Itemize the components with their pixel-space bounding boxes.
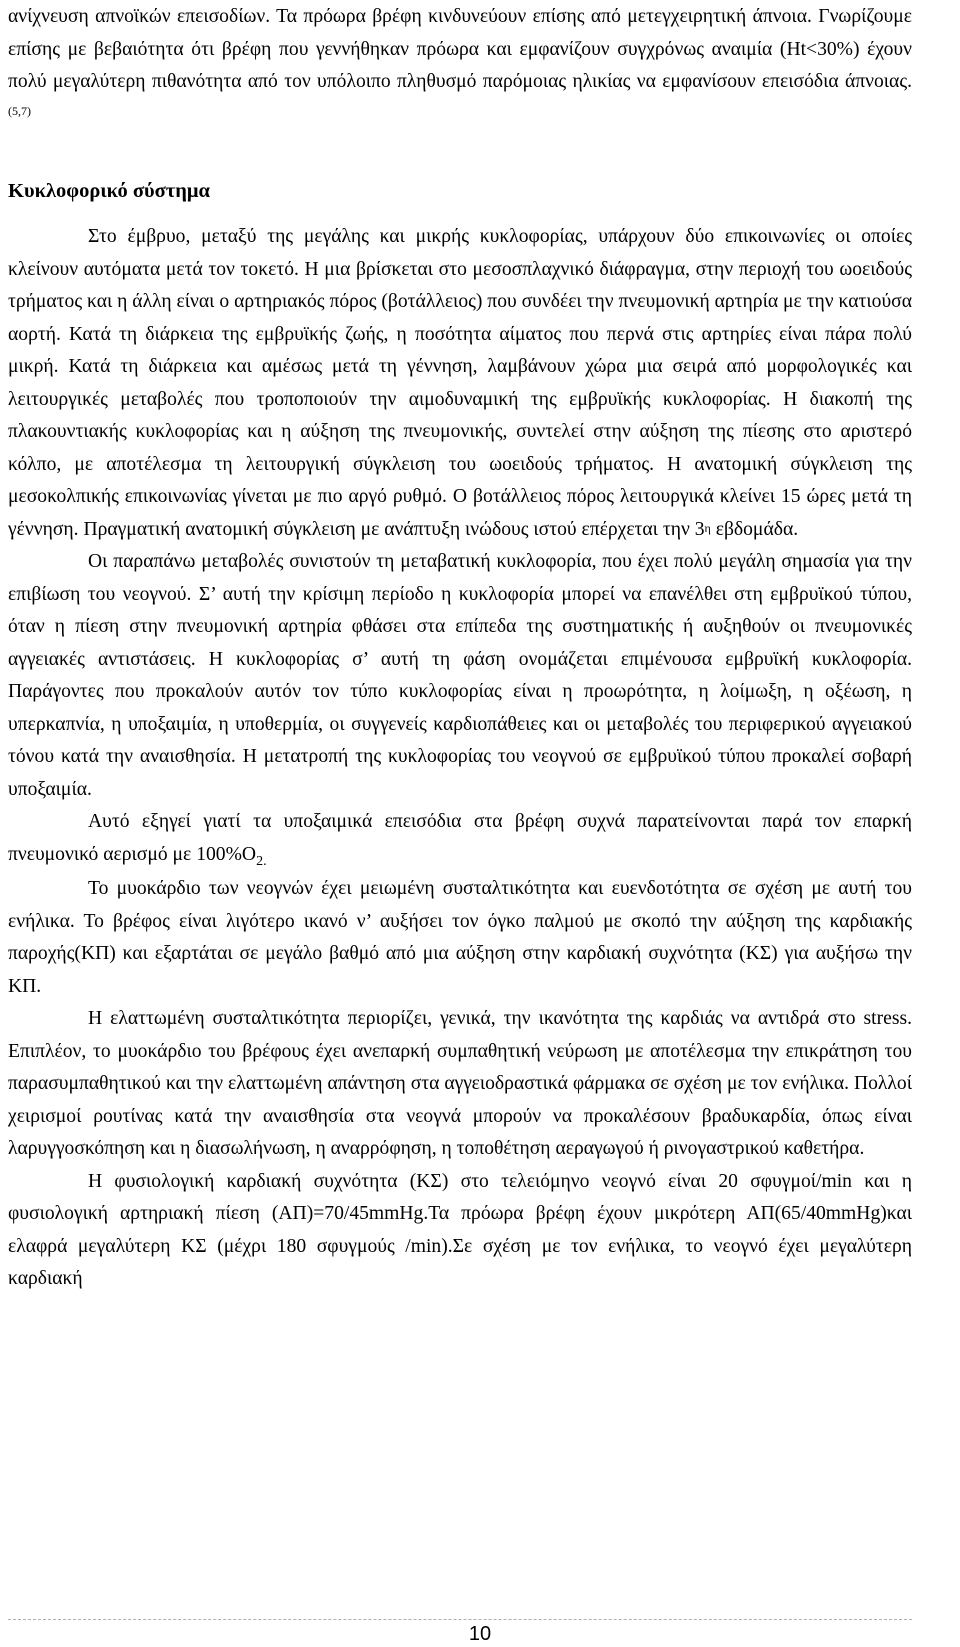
paragraph-circulation xyxy=(8,221,912,546)
page-number: 10 xyxy=(468,1623,492,1645)
subscript-2: 2. xyxy=(256,853,267,869)
paragraph-hypoxemia xyxy=(8,806,912,873)
paragraph-tail: εβδομάδα. xyxy=(710,518,799,540)
section-heading: Κυκλοφορικό σύστημα xyxy=(8,180,210,202)
paragraph-text: Αυτό εξηγεί γιατί τα υποξαιμικά επεισόδια στα βρέφη συχνά παρατείνονται παρά τον επαρκή πνευμονικό αερισμό με 100%O xyxy=(8,811,912,865)
document-page xyxy=(8,0,912,1296)
reference-superscript: (5,7) xyxy=(8,103,31,118)
footer-divider xyxy=(8,1619,912,1621)
paragraph-contractility: Η ελαττωμένη συσταλτικότητα περιορίζει, γενικά, την ικανότητα της καρδιάς να αντιδρά στο stress. Επιπλέον, το μυοκάρδιο του βρέφους έχει ανεπαρκή συμπαθητική νεύρωση με αποτέλεσμα την επικράτηση του παρασυμπαθητικού και την ελαττωμένη απάντηση στα αγγειοδραστικά φάρμακα σε σχέση με τον ενήλικα. Πολλοί χειρισμοί ρουτίνας κατά την αναισθησία στα νεογνά μπορούν να προκαλέσουν βραδυκαρδία, όπως είναι λαρυγγοσκόπηση και η διασωλήνωση, η αναρρόφηση, η τοποθέτηση αεραγωγού ή ρινογαστρικού καθετήρα. xyxy=(8,1008,912,1159)
paragraph-text: Στο έμβρυο, μεταξύ της μεγάλης και μικρής κυκλοφορίας, υπάρχουν δύο επικοινωνίες οι οποίες κλείνουν αυτόματα μετά τον τοκετό. Η μια βρίσκεται στο μεσοσπλαχνικό διάφραγμα, στην περιοχή του ωοειδούς τρήματος και η άλλη είναι ο αρτηριακός πόρος (βοτάλλειος) που συνδέει την πνευμονική αρτηρία με την κατιούσα αορτή. Κατά τη διάρκεια της εμβρυϊκής ζωής, η ποσότητα αίματος που περνά στις αρτηρίες είναι πάρα πολύ μικρή. Κατά τη διάρκεια και αμέσως μετά τη γέννηση, λαμβάνουν χώρα μια σειρά από μορφολογικές και λειτουργικές μεταβολές που τροποποιούν την αιμοδυναμική της εμβρυϊκής κυκλοφορίας. Η διακοπή της πλακουντιακής κυκλοφορίας και η αύξηση της πνευμονικής, συντελεί στην αύξηση της πίεσης στο αριστερό κόλπο, με αποτέλεσμα τη λειτουργική σύγκλειση του ωοειδούς τρήματος. Η ανατομική σύγκλειση της μεσοκολπικής επικοινωνίας γίνεται με πιο αργό ρυθμό. Ο βοτάλλειος πόρος λειτουργικά κλείνει 15 ώρες μετά τη γέννηση. Πραγματική ανατομική σύγκλειση με ανάπτυξη ινώδους ιστού επέρχεται την 3 xyxy=(8,226,912,540)
intro-text: ανίχνευση απνοϊκών επεισοδίων. Τα πρόωρα βρέφη κινδυνεύουν επίσης από μετεγχειρητική άπνοια. Γνωρίζουμε επίσης με βεβαιότητα ότι βρέφη που γεννήθηκαν πρόωρα και εμφανίζουν συγχρόνως αναιμία (Ht<30%) έχουν πολύ μεγαλύτερη πιθανότητα από τον υπόλοιπο πληθυσμό παρόμοιας ηλικίας να εμφανίσουν επεισόδια άπνοιας. xyxy=(8,6,912,92)
ordinal-superscript: η xyxy=(704,520,711,535)
paragraph-myocardium: Το μυοκάρδιο των νεογνών έχει μειωμένη συσταλτικότητα και ευενδοτότητα σε σχέση με αυτή του ενήλικα. Το βρέφος είναι λιγότερο ικανό ν’ αυξήσει τον όγκο παλμού με σκοπό την αύξηση της καρδιακής παροχής(ΚΠ) και εξαρτάται σε μεγάλο βαθμό από μια αύξηση στην καρδιακή συχνότητα (ΚΣ) για αυξήσω την ΚΠ. xyxy=(8,878,912,997)
intro-paragraph xyxy=(8,1,912,131)
paragraph-heart-rate: Η φυσιολογική καρδιακή συχνότητα (ΚΣ) στο τελειόμηνο νεογνό είναι 20 σφυγμοί/min και η φυσιολογική αρτηριακή πίεση (ΑΠ)=70/45mmHg.Τα πρόωρα βρέφη έχουν μικρότερη ΑΠ(65/40mmHg)και ελαφρά μεγαλύτερη ΚΣ (μέχρι 180 σφυγμούς /min).Σε σχέση με τον ενήλικα, το νεογνό έχει μεγαλύτερη καρδιακή xyxy=(8,1170,912,1289)
paragraph-transitional-circulation: Οι παραπάνω μεταβολές συνιστούν τη μεταβατική κυκλοφορία, που έχει πολύ μεγάλη σημασία για την επιβίωση του νεογνού. Σ’ αυτή την κρίσιμη περίοδο η κυκλοφορία μπορεί να επανέλθει στη εμβρυϊκού τύπου, όταν η πίεση στην πνευμονική αρτηρία φθάσει στα επίπεδα της συστηματικής ή αυξηθούν οι πνευμονικές αγγειακές αντιστάσεις. Η κυκλοφορίας σ’ αυτή τη φάση ονομάζεται επιμένουσα εμβρυϊκή κυκλοφορία. Παράγοντες που προκαλούν αυτόν τον τύπο κυκλοφορίας είναι η προωρότητα, η λοίμωξη, η οξέωση, η υπερκαπνία, η υποξαιμία, η υποθερμία, οι συγγενείς καρδιοπάθειες και οι μεταβολές του περιφερικού αγγειακού τόνου κατά την αναισθησία. Η μετατροπή της κυκλοφορίας του νεογνού σε εμβρυϊκού τύπου προκαλεί σοβαρή υποξαιμία. xyxy=(8,551,912,800)
